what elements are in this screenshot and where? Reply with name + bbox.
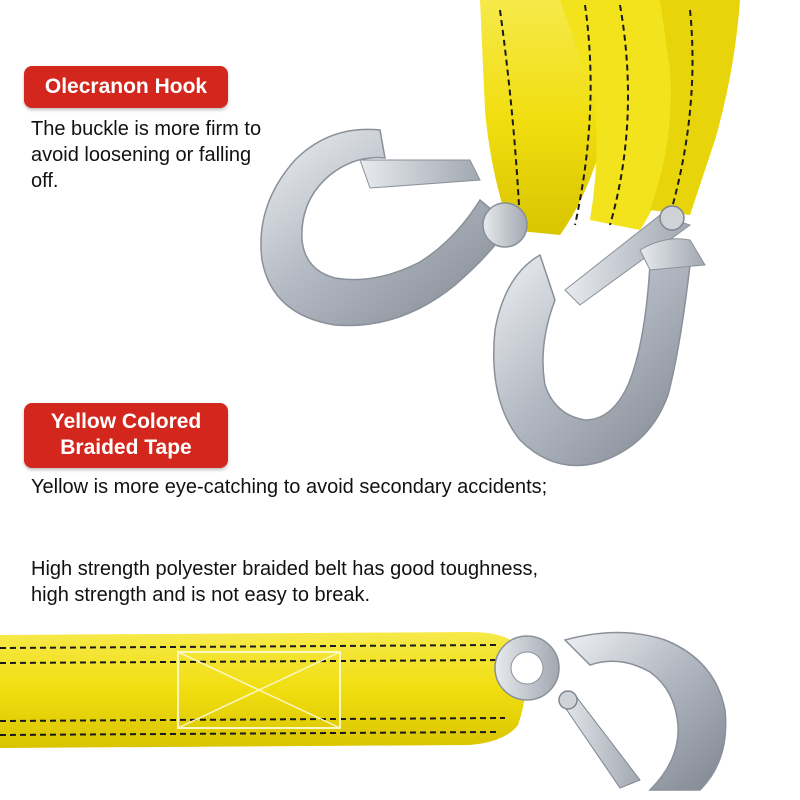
hook-icon <box>495 633 726 791</box>
hook-icon <box>261 129 527 325</box>
feature-description-hook: The buckle is more firm to avoid loosening or falling off. <box>31 118 262 192</box>
feature-description-strength: High strength polyester braided belt has good toughness, high strength and is not easy to break. <box>31 558 539 606</box>
feature-title-line: Yellow Colored <box>50 410 202 433</box>
feature-description-visibility: Yellow is more eye-catching to avoid secondary accidents; <box>31 476 548 498</box>
feature-title-olecranon-hook: Olecranon Hook <box>24 66 228 108</box>
upper-strap-bundle <box>480 0 740 235</box>
feature-title-yellow-tape <box>24 403 228 468</box>
hook-icon <box>494 206 705 466</box>
bottom-strap <box>0 632 526 748</box>
feature-title-line: Braided Tape <box>60 436 192 459</box>
